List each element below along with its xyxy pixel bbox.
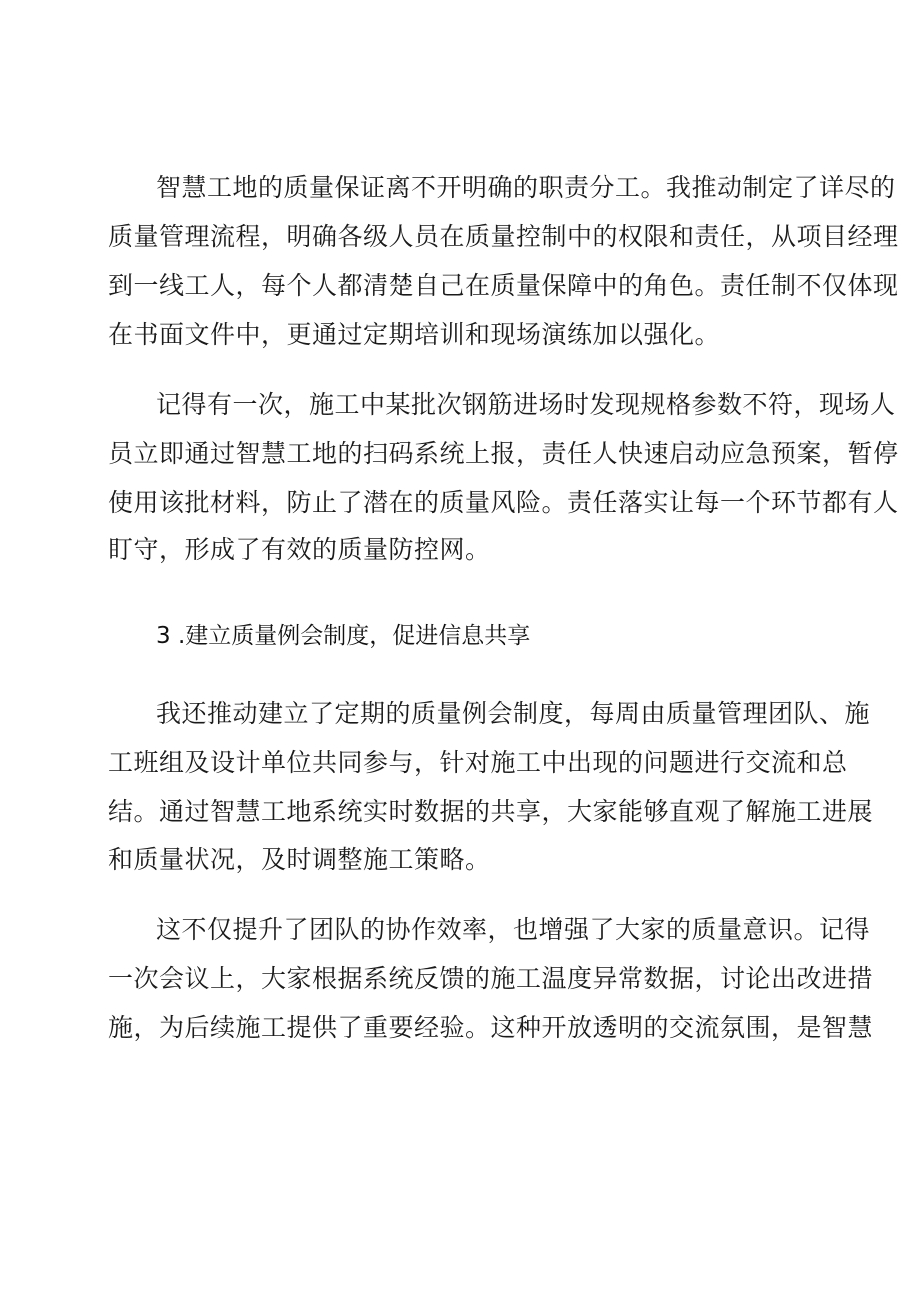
paragraph-line: 和质量状况，及时调整施工策略。 <box>108 845 491 874</box>
paragraph-line: 在书面文件中，更通过定期培训和现场演练加以强化。 <box>108 320 721 349</box>
paragraph-line: 员立即通过智慧工地的扫码系统上报，责任人快速启动应急预案，暂停 <box>108 439 899 468</box>
paragraph-line: 智慧工地的质量保证离不开明确的职责分工。我推动制定了详尽的 <box>156 173 896 202</box>
paragraph-line: 到一线工人，每个人都清楚自己在质量保障中的角色。责任制不仅体现 <box>108 271 899 300</box>
section-heading: 3 .建立质量例会制度，促进信息共享 <box>156 623 531 649</box>
paragraph-line: 我还推动建立了定期的质量例会制度，每周由质量管理团队、施 <box>156 699 871 728</box>
paragraph-line: 施，为后续施工提供了重要经验。这种开放透明的交流氛围，是智慧 <box>108 1013 874 1042</box>
paragraph-line: 质量管理流程，明确各级人员在质量控制中的权限和责任，从项目经理 <box>108 222 899 251</box>
paragraph-line: 记得有一次，施工中某批次钢筋进场时发现规格参数不符，现场人 <box>156 390 896 419</box>
paragraph-line: 这不仅提升了团队的协作效率，也增强了大家的质量意识。记得 <box>156 915 871 944</box>
paragraph-line: 一次会议上，大家根据系统反馈的施工温度异常数据，讨论出改进措 <box>108 964 874 993</box>
paragraph-line: 盯守，形成了有效的质量防控网。 <box>108 535 491 564</box>
paragraph-line: 使用该批材料，防止了潜在的质量风险。责任落实让每一个环节都有人 <box>108 488 899 517</box>
paragraph-line: 工班组及设计单位共同参与，针对施工中出现的问题进行交流和总 <box>108 748 848 777</box>
paragraph-line: 结。通过智慧工地系统实时数据的共享，大家能够直观了解施工进展 <box>108 797 874 826</box>
